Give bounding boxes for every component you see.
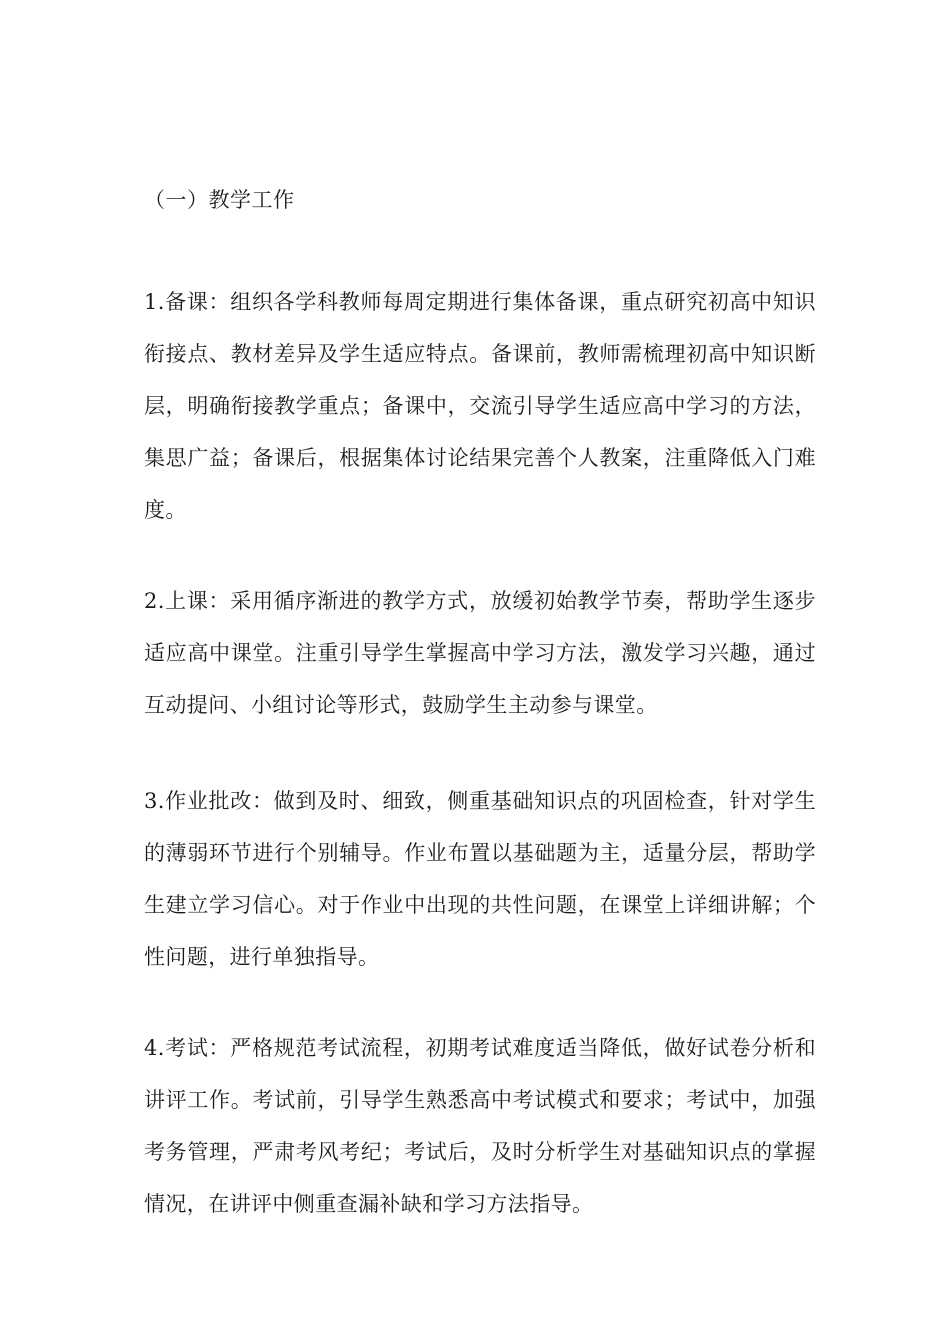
- paragraph-lesson-prep: 1.备课：组织各学科教师每周定期进行集体备课，重点研究初高中知识衔接点、教材差异及学生适应特点。备课前，教师需梳理初高中知识断层，明确衔接教学重点；备课中，交流引导学生适应高中学习的方法，集思广益；备课后，根据集体讨论结果完善个人教案，注重降低入门难度。: [144, 290, 816, 522]
- paragraph-homework-grading: 3.作业批改：做到及时、细致，侧重基础知识点的巩固检查，针对学生的薄弱环节进行个别辅导。作业布置以基础题为主，适量分层，帮助学生建立学习信心。对于作业中出现的共性问题，在课堂上详细讲解；个性问题，进行单独指导。: [144, 789, 816, 969]
- paragraph-exams: 4.考试：严格规范考试流程，初期考试难度适当降低，做好试卷分析和讲评工作。考试前，引导学生熟悉高中考试模式和要求；考试中，加强考务管理，严肃考风考纪；考试后，及时分析学生对基础知识点的掌握情况，在讲评中侧重查漏补缺和学习方法指导。: [144, 1036, 816, 1216]
- paragraph-class-teaching: 2.上课：采用循序渐进的教学方式，放缓初始教学节奏，帮助学生逐步适应高中课堂。注重引导学生掌握高中学习方法，激发学习兴趣，通过互动提问、小组讨论等形式，鼓励学生主动参与课堂。: [144, 589, 816, 717]
- section-heading: （一）教学工作: [144, 188, 295, 212]
